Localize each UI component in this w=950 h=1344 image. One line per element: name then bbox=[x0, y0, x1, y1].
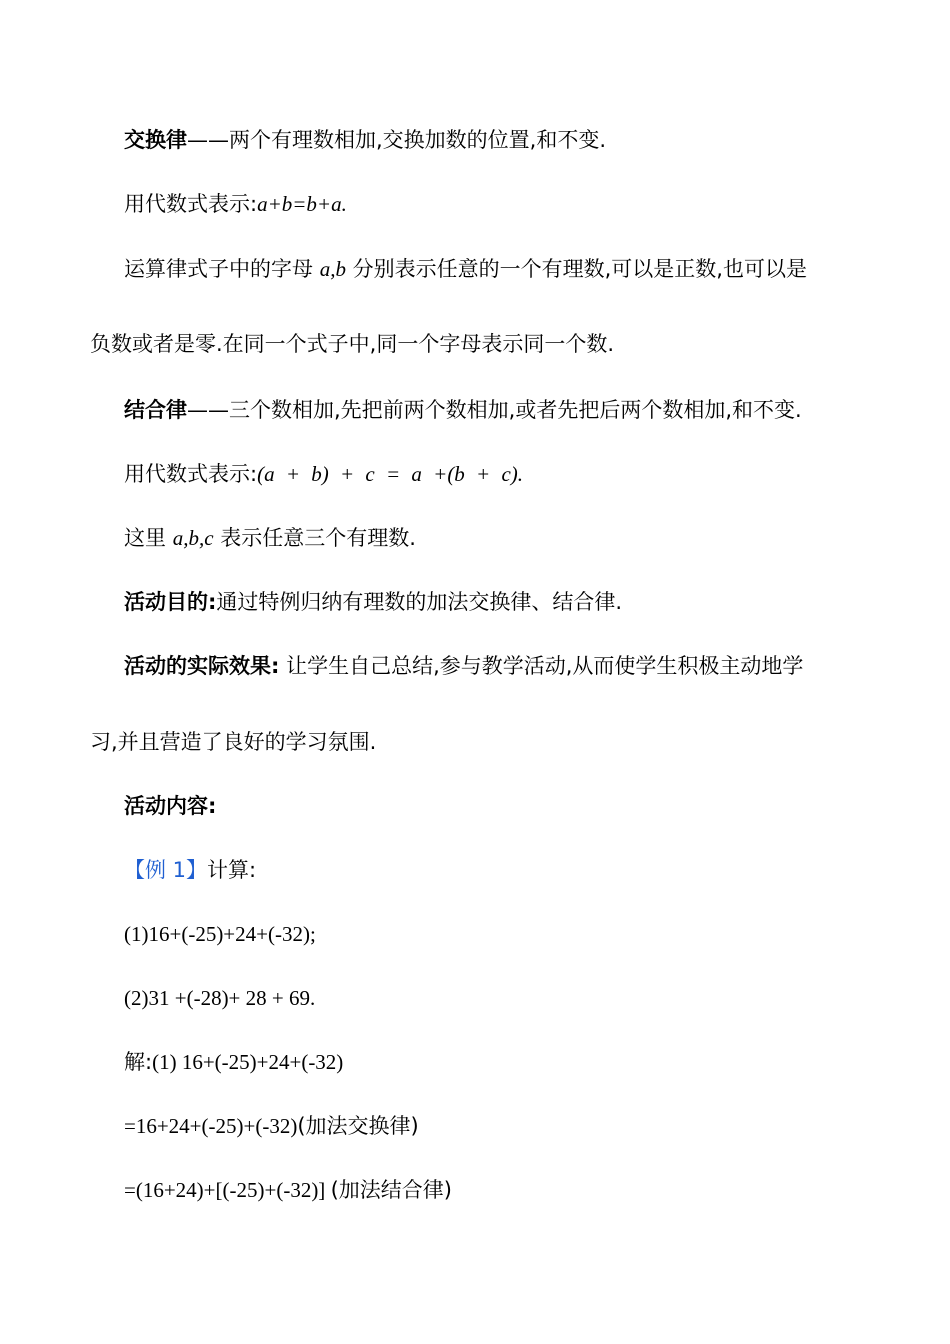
abc-note-line bbox=[124, 524, 416, 552]
activity-goal-text: 通过特例归纳有理数的加法交换律、结合律. bbox=[216, 590, 623, 614]
formula-label: 用代数式表示: bbox=[124, 462, 258, 486]
abc-note-text: 这里 bbox=[124, 526, 166, 550]
commutative-law-term: 交换律 bbox=[124, 128, 187, 152]
letters-note-text-2: 分别表示任意的一个有理数,可以是正数,也可以是 bbox=[352, 257, 807, 281]
activity-goal-label: 活动目的: bbox=[124, 590, 217, 614]
activity-effect-label: 活动的实际效果: bbox=[124, 654, 280, 678]
solution-line-2 bbox=[124, 1112, 419, 1140]
solution-step-1: (1) 16+(-25)+24+(-32) bbox=[152, 1050, 344, 1074]
letters-note-vars: a,b bbox=[319, 257, 346, 281]
commutative-formula-line bbox=[124, 190, 347, 218]
associative-formula-line bbox=[124, 460, 523, 488]
letters-note-text: 运算律式子中的字母 bbox=[124, 257, 313, 281]
solution-step-3: =(16+24)+[(-25)+(-32)] bbox=[124, 1178, 331, 1202]
associative-law-definition: ——三个数相加,先把前两个数相加,或者先把后两个数相加,和不变. bbox=[187, 398, 802, 422]
activity-goal-line bbox=[124, 588, 622, 616]
activity-effect-line-1 bbox=[124, 652, 803, 680]
activity-effect-text: 让学生自己总结,参与教学活动,从而使学生积极主动地学 bbox=[279, 654, 804, 678]
example-tag: 【例 1】 bbox=[124, 858, 208, 882]
letters-note-line-2: 负数或者是零.在同一个式子中,同一个字母表示同一个数. bbox=[90, 332, 615, 356]
abc-note-vars: a,b,c bbox=[172, 526, 214, 550]
associative-formula: (a + b) + c = a +(b + c). bbox=[257, 462, 524, 486]
associative-law-term: 结合律 bbox=[124, 398, 187, 422]
example-heading-line bbox=[124, 856, 256, 884]
letters-note-line-1 bbox=[124, 255, 807, 283]
associative-law-line bbox=[124, 396, 802, 424]
activity-effect-line-2: 习,并且营造了良好的学习氛围. bbox=[90, 730, 377, 754]
formula-label: 用代数式表示: bbox=[124, 192, 258, 216]
example-question-2: (2)31 +(-28)+ 28 + 69. bbox=[124, 986, 316, 1010]
example-question-1: (1)16+(-25)+24+(-32); bbox=[124, 922, 316, 946]
abc-note-text-2: 表示任意三个有理数. bbox=[220, 526, 416, 550]
commutative-law-line bbox=[124, 126, 606, 154]
solution-step-2: =16+24+(-25)+(-32) bbox=[124, 1114, 298, 1138]
solution-label: 解: bbox=[124, 1050, 153, 1074]
example-instruction: 计算: bbox=[207, 858, 257, 882]
solution-step-2-note: (加法交换律) bbox=[297, 1114, 419, 1138]
commutative-formula: a+b=b+a. bbox=[257, 192, 347, 216]
activity-content-label: 活动内容: bbox=[124, 794, 217, 818]
solution-line-1 bbox=[124, 1048, 343, 1076]
solution-step-3-note: (加法结合律) bbox=[330, 1178, 452, 1202]
solution-line-3 bbox=[124, 1176, 452, 1204]
commutative-law-definition: ——两个有理数相加,交换加数的位置,和不变. bbox=[187, 128, 607, 152]
